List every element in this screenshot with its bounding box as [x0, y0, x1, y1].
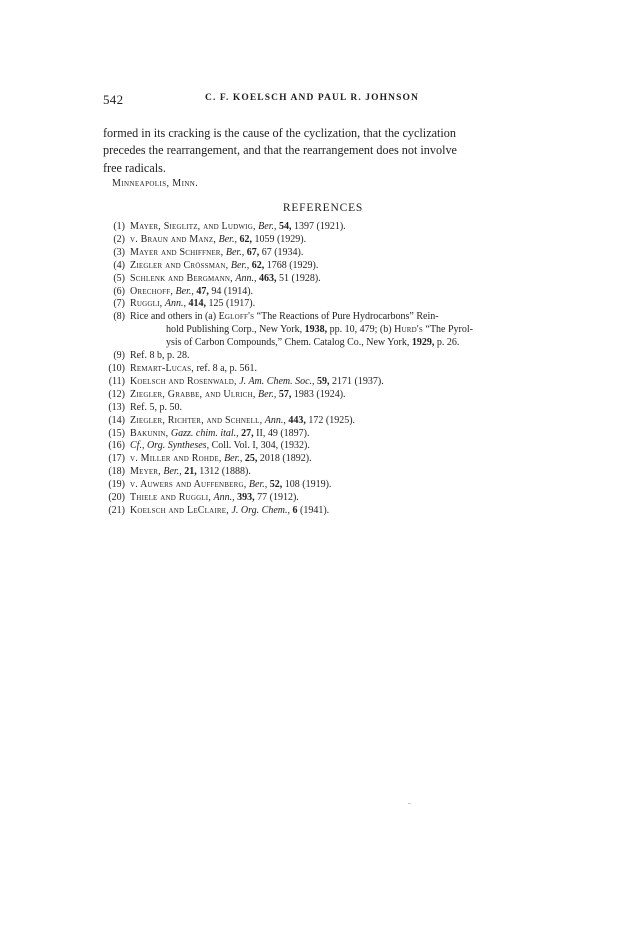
reference-authors: v. Miller and Rohde,: [130, 453, 222, 465]
page-speck: [408, 803, 411, 804]
reference-pages: 1397 (1921).: [294, 221, 346, 232]
reference-item: [103, 298, 543, 311]
reference-number: (3): [113, 246, 125, 258]
reference-pages: 1983 (1924).: [293, 388, 346, 400]
reference-item: [103, 389, 543, 402]
reference-journal: J. Am. Chem. Soc.,: [239, 375, 315, 387]
reference-pages: 108 (1919).: [284, 479, 332, 491]
reference-volume: 47,: [196, 285, 209, 297]
reference-item: [103, 440, 543, 453]
body-line: free radicals.: [103, 160, 166, 175]
reference-number: (21): [108, 504, 125, 516]
reference-volume: 463,: [258, 272, 277, 284]
references-heading: REFERENCES: [282, 202, 364, 214]
reference-number: (8): [113, 311, 125, 323]
reference-pages: II, 49 (1897).: [256, 427, 310, 439]
reference-volume: 62,: [239, 233, 252, 245]
reference-authors: Ziegler and Crössman,: [130, 259, 229, 271]
reference-authors: v. Braun and Manz,: [130, 233, 217, 245]
reference-volume: 62,: [251, 259, 265, 271]
reference-text: pp. 10, 479; (b): [327, 324, 395, 336]
reference-authors: Koelsch and LeClaire,: [130, 504, 229, 516]
references-list: [103, 221, 543, 518]
reference-number: (14): [108, 414, 125, 426]
reference-pages: 94 (1914).: [211, 285, 254, 297]
reference-journal: J. Org. Chem.,: [231, 504, 290, 516]
reference-number: (19): [108, 479, 125, 491]
reference-authors: Thiele and Ruggli,: [130, 492, 212, 504]
reference-item: [103, 273, 543, 286]
running-head: [103, 92, 541, 108]
header-authors: C. F. KOELSCH AND PAUL R. JOHNSON: [205, 93, 419, 103]
reference-item: [103, 492, 543, 505]
reference-cf: Cf.,: [130, 440, 145, 452]
reference-pages: 172 (1925).: [308, 414, 356, 426]
reference-number: (13): [108, 401, 125, 413]
reference-volume: 21,: [184, 466, 197, 478]
reference-item: [103, 402, 543, 415]
reference-year: 1938,: [304, 324, 328, 336]
reference-journal: Ber.,: [258, 221, 277, 232]
reference-volume: 54,: [279, 221, 292, 232]
reference-item: [103, 466, 543, 479]
reference-number: (7): [113, 298, 125, 310]
reference-item: [103, 286, 543, 299]
reference-journal: Ann.,: [264, 414, 286, 426]
reference-journal: Org. Syntheses,: [146, 440, 210, 452]
reference-journal: Ber.,: [224, 453, 243, 465]
reference-item: [103, 311, 543, 350]
reference-authors: Orechoff,: [130, 285, 174, 297]
reference-pages: Coll. Vol. I, 304, (1932).: [211, 440, 310, 452]
reference-item: [103, 479, 543, 492]
reference-volume: 27,: [241, 427, 254, 439]
reference-journal: Ber.,: [248, 479, 268, 491]
reference-journal: Ann.,: [235, 272, 257, 284]
body-paragraph: [103, 125, 543, 177]
reference-item: [103, 234, 543, 247]
reference-text: p. 26.: [434, 337, 460, 349]
reference-authors: Ruggli,: [130, 298, 163, 310]
reference-item: [103, 505, 543, 518]
reference-pages: 1312 (1888).: [199, 466, 251, 478]
reference-pages: (1941).: [300, 504, 330, 516]
reference-journal: Ann.,: [213, 492, 235, 504]
reference-volume: 25,: [244, 453, 258, 465]
reference-pages: ref. 8 a, p. 561.: [196, 362, 258, 374]
reference-journal: Ber.,: [230, 259, 250, 271]
reference-authors: Hurd's: [394, 324, 423, 336]
reference-journal: Ber.,: [175, 285, 194, 297]
reference-authors: Koelsch and Rosenwald,: [130, 375, 237, 387]
reference-journal: Ber.,: [225, 246, 245, 258]
reference-number: (15): [108, 427, 125, 439]
reference-volume: 393,: [237, 492, 255, 504]
reference-number: (11): [108, 375, 125, 387]
reference-number: (4): [113, 259, 125, 271]
reference-volume: 67,: [246, 246, 260, 258]
reference-item: [103, 260, 543, 273]
reference-pages: 1059 (1929).: [254, 233, 307, 245]
reference-authors: Meyer,: [130, 466, 161, 478]
reference-authors: Egloff's: [218, 311, 255, 323]
reference-number: (18): [108, 466, 125, 478]
reference-item: [103, 453, 543, 466]
reference-number: (10): [108, 362, 125, 374]
reference-continuation: [130, 324, 543, 337]
reference-pages: 77 (1912).: [257, 492, 299, 504]
reference-pages: 2171 (1937).: [332, 375, 384, 387]
reference-journal: Ber.,: [218, 233, 237, 245]
reference-number: (6): [113, 285, 125, 297]
reference-pages: 51 (1928).: [278, 272, 321, 284]
reference-item: [103, 247, 543, 260]
location-signoff: Minneapolis, Minn.: [112, 178, 199, 189]
reference-volume: 6: [292, 504, 298, 516]
reference-authors: Mayer and Schiffner,: [130, 246, 224, 258]
reference-item: [103, 376, 543, 389]
reference-authors: Ziegler, Richter, and Schnell,: [130, 414, 263, 426]
reference-text: Ref. 5, p. 50.: [130, 401, 182, 413]
reference-authors: Bakunin,: [130, 427, 169, 439]
reference-item: [103, 428, 543, 441]
reference-text: hold Publishing Corp., New York,: [166, 324, 305, 336]
reference-year: 1929,: [411, 337, 435, 349]
reference-journal: Ber.,: [258, 388, 277, 400]
reference-authors: v. Auwers and Auffenberg,: [130, 479, 247, 491]
reference-volume: 52,: [269, 479, 283, 491]
reference-number: (5): [113, 272, 125, 284]
reference-number: (17): [108, 453, 125, 465]
reference-item: [103, 350, 543, 363]
reference-journal: Ann.,: [164, 298, 186, 310]
reference-authors: Ziegler, Grabbe, and Ulrich,: [130, 388, 256, 400]
reference-pages: 2018 (1892).: [259, 453, 312, 465]
reference-continuation: [130, 337, 543, 350]
body-line: formed in its cracking is the cause of the cyclization, that the cyclization: [103, 126, 456, 140]
reference-journal: Gazz. chim. ital.,: [170, 427, 239, 439]
reference-item: [103, 415, 543, 428]
reference-authors: Remart-Lucas,: [130, 362, 194, 374]
reference-number: (1): [113, 221, 125, 232]
reference-volume: 59,: [317, 375, 330, 387]
reference-item: [103, 221, 543, 234]
body-line: precedes the rearrangement, and that the rearrangement does not involve: [103, 143, 457, 158]
reference-authors: Mayer, Sieglitz, and Ludwig,: [130, 221, 256, 232]
reference-volume: 443,: [288, 414, 306, 426]
reference-text: “The Reactions of Pure Hydrocarbons” Rein-: [254, 311, 439, 323]
reference-number: (12): [108, 388, 125, 400]
reference-pages: 1768 (1929).: [266, 259, 319, 271]
reference-text: ysis of Carbon Compounds,” Chem. Catalog Co., New York,: [166, 337, 412, 349]
reference-pages: 67 (1934).: [261, 246, 304, 258]
reference-number: (20): [108, 492, 125, 504]
reference-volume: 57,: [278, 388, 292, 400]
reference-volume: 414,: [188, 298, 206, 310]
reference-number: (16): [108, 440, 125, 452]
reference-pages: 125 (1917).: [208, 298, 256, 310]
page-number: 542: [103, 92, 124, 107]
reference-number: (9): [113, 350, 125, 362]
reference-journal: Ber.,: [163, 466, 182, 478]
reference-authors: Schlenk and Bergmann,: [130, 272, 233, 284]
reference-text: Rice and others in (a): [130, 311, 219, 323]
reference-number: (2): [113, 233, 125, 245]
reference-text: “The Pyrol-: [423, 324, 473, 336]
reference-item: [103, 363, 543, 376]
reference-text: Ref. 8 b, p. 28.: [130, 350, 190, 362]
